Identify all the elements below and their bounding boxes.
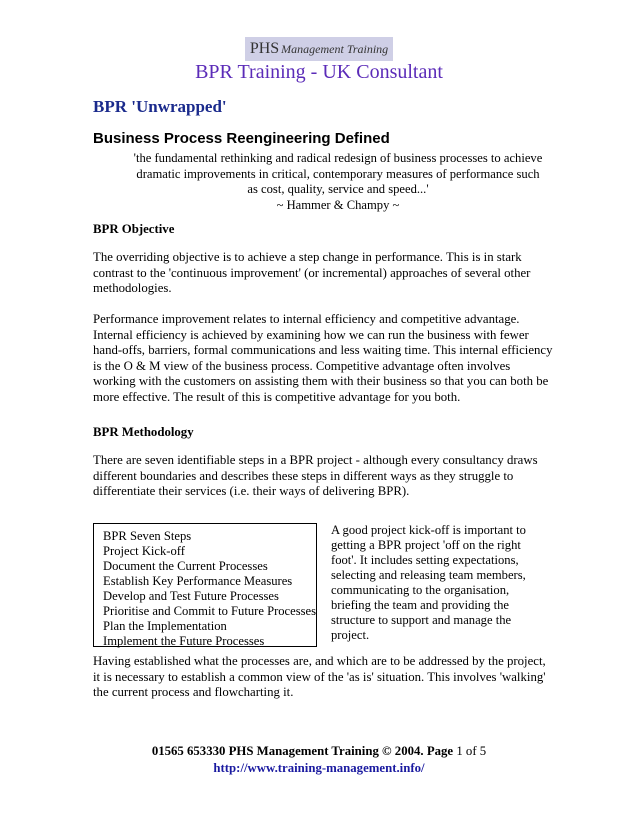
logo xyxy=(245,37,393,61)
steps-box-title: BPR Seven Steps xyxy=(103,529,192,543)
text-line: getting a BPR project 'off on the right xyxy=(331,538,521,552)
text-line: selecting and releasing team members, xyxy=(331,568,526,582)
text-line: briefing the team and providing the xyxy=(331,598,510,612)
text-line: communicating to the organisation, xyxy=(331,583,510,597)
section-heading-defined: Business Process Reengineering Defined xyxy=(93,130,390,147)
methodology-heading: BPR Methodology xyxy=(93,425,194,439)
footer-url-row xyxy=(0,761,638,776)
step-item: Establish Key Performance Measures xyxy=(103,574,293,588)
text-line: hand-offs, barriers, formal communications and less waiting time. This internal efficiency xyxy=(93,343,553,357)
footer-copyright: 01565 653330 PHS Management Training © 2004. xyxy=(151,744,424,758)
text-line: differentiate their services (i.e. their ways of delivering BPR). xyxy=(93,484,410,498)
logo-tagline: Management Training xyxy=(281,41,389,56)
footer-page-total: of 5 xyxy=(465,744,487,758)
text-line: foot'. It includes setting expectations, xyxy=(331,553,519,567)
text-line: Having established what the processes are, and which are to be addressed by the project, xyxy=(93,654,546,668)
objective-heading: BPR Objective xyxy=(93,222,175,236)
logo-brand: PHS xyxy=(249,40,280,57)
footer-page-number: 1 xyxy=(456,744,463,758)
text-line: it is necessary to establish a common view of the 'as is' situation. This involves 'walking' xyxy=(93,669,546,684)
footer-page-label: Page xyxy=(426,744,454,758)
objective-paragraph-1 xyxy=(93,250,530,297)
seven-steps-box xyxy=(93,523,317,647)
footer-contact xyxy=(0,744,638,759)
step-item: Implement the Future Processes xyxy=(103,634,265,648)
text-line: contrast to the 'continuous improvement' (or incremental) approaches of several other xyxy=(93,265,531,280)
footer-url-link[interactable]: http://www.training-management.info/ xyxy=(213,761,425,775)
site-title: BPR Training - UK Consultant xyxy=(195,61,443,83)
text-line: different boundaries and describes these steps in different ways as they struggle to xyxy=(93,468,514,483)
kickoff-note xyxy=(331,523,526,643)
quote-line: dramatic improvements in critical, contemporary measures of performance such xyxy=(136,166,540,181)
closing-paragraph xyxy=(93,654,546,701)
step-item: Develop and Test Future Processes xyxy=(103,589,279,603)
objective-paragraph-2 xyxy=(93,312,553,405)
quote-attribution: ~ Hammer & Champy ~ xyxy=(276,197,400,212)
step-item: Prioritise and Commit to Future Processes xyxy=(103,604,317,618)
text-line: working with the customers on assisting them with their business so that you can both be xyxy=(93,374,549,388)
text-line: The overriding objective is to achieve a step change in performance. This is in stark xyxy=(93,250,522,264)
text-line: is the O & M view of the business process. Competitive advantage often involves xyxy=(93,358,511,373)
quote-line: as cost, quality, service and speed...' xyxy=(247,182,429,196)
text-line: Internal efficiency is achieved by examining how we can run the business with fewer xyxy=(93,327,529,342)
text-line: structure to support and manage the xyxy=(331,613,512,627)
text-line: the current process and flowcharting it. xyxy=(93,685,294,699)
step-item: Project Kick-off xyxy=(103,544,185,558)
text-line: methodologies. xyxy=(93,281,172,295)
definition-quote xyxy=(128,151,548,213)
text-line: Performance improvement relates to internal efficiency and competitive advantage. xyxy=(93,312,520,326)
text-line: A good project kick-off is important to xyxy=(331,523,526,537)
step-item: Document the Current Processes xyxy=(103,559,268,573)
page-heading: BPR 'Unwrapped' xyxy=(93,97,227,116)
methodology-paragraph xyxy=(93,453,538,500)
step-item: Plan the Implementation xyxy=(103,619,227,633)
text-line: more effective. The result of this is competitive advantage for you both. xyxy=(93,389,461,404)
quote-line: 'the fundamental rethinking and radical redesign of business processes to achieve xyxy=(133,151,543,165)
text-line: There are seven identifiable steps in a BPR project - although every consultancy draws xyxy=(93,453,538,467)
text-line: project. xyxy=(331,628,370,642)
